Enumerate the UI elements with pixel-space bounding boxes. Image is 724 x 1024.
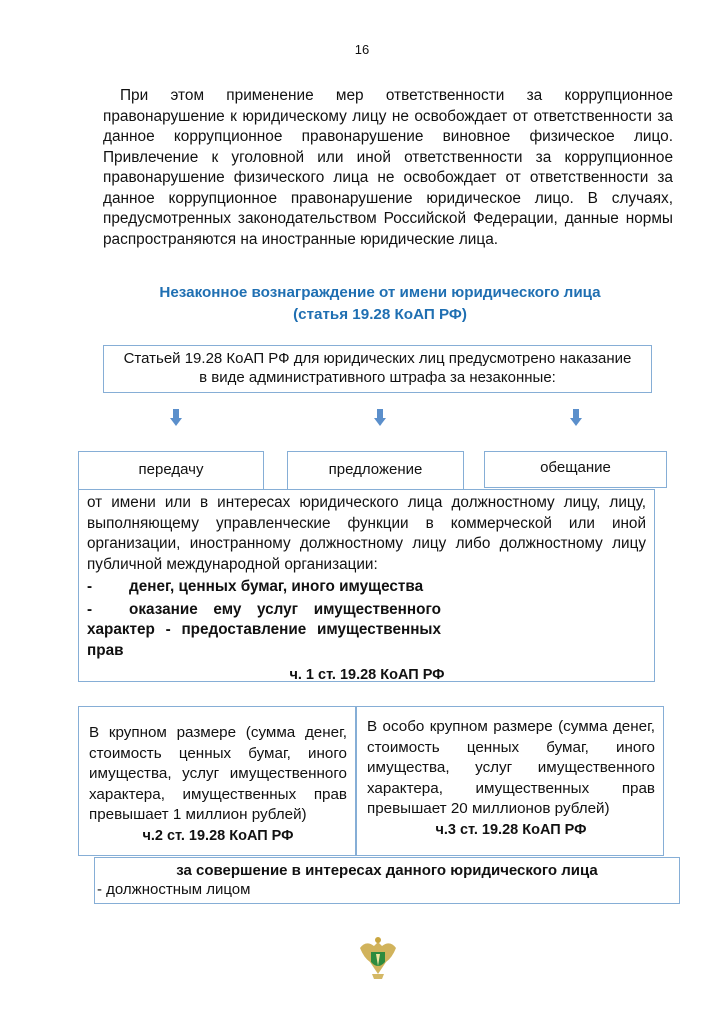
main-description: от имени или в интересах юридического лица должностному лицу, лицу, выполняющему управленческие функции в коммерческой или иной организации, иностранному должностному лицу либо должностному лицу публичной международной организации: bbox=[87, 494, 646, 573]
bottom-box bbox=[94, 857, 680, 904]
main-description-box bbox=[78, 489, 655, 682]
especially-large-size-box bbox=[356, 706, 664, 856]
especially-large-size-text: В особо крупном размере (сумма денег, стоимость ценных бумаг, иного имущества, услуг имущественного характера, имущественных прав превышает 20 миллионов рублей) bbox=[367, 718, 655, 817]
article-reference: ч.2 ст. 19.28 КоАП РФ bbox=[142, 827, 294, 844]
arrow-down-icon bbox=[570, 409, 582, 427]
section-title-line2: (статья 19.28 КоАП РФ) bbox=[293, 306, 467, 323]
bottom-item: - должностным лицом bbox=[97, 881, 251, 898]
kind-box-transfer: передачу bbox=[78, 451, 264, 490]
intro-box bbox=[103, 345, 652, 393]
body-paragraph: При этом применение мер ответственности за коррупционное правонарушение к юридическому лицу не освобождает от ответственности за данное коррупционное правонарушение виновное физическое лицо. Привлечение к уголовной или иной ответственности за коррупционное правонарушение физического лица не освобождает от ответственности за данное коррупционное правонарушение юридическое лицо. В случаях, предусмотренных законодательством Российской Федерации, данные нормы распространяются на иностранные юридические лица. bbox=[103, 87, 673, 248]
list-item: - оказание ему услуг имущественного характер - предоставление имущественных прав bbox=[87, 600, 441, 659]
page-number: 16 bbox=[354, 42, 370, 57]
arrow-down-icon bbox=[374, 409, 386, 427]
list-item: - денег, ценных бумаг, иного имущества bbox=[87, 578, 424, 595]
large-size-text: В крупном размере (сумма денег, стоимость ценных бумаг, иного имущества, услуг имущественного характера, имущественных прав превышает 1 миллион рублей) bbox=[89, 724, 347, 823]
intro-line1: Статьей 19.28 КоАП РФ для юридических лиц предусмотрено наказание bbox=[123, 350, 632, 367]
article-reference: ч.3 ст. 19.28 КоАП РФ bbox=[435, 821, 587, 838]
article-reference: ч. 1 ст. 19.28 КоАП РФ bbox=[289, 667, 445, 683]
section-title-line1: Незаконное вознаграждение от имени юридического лица bbox=[159, 284, 601, 301]
intro-line2: в виде административного штрафа за незаконные: bbox=[199, 369, 556, 386]
bottom-title: за совершение в интересах данного юридического лица bbox=[176, 862, 598, 879]
arrow-down-icon bbox=[170, 409, 182, 427]
prosecutor-emblem-icon bbox=[356, 934, 400, 982]
section-heading bbox=[80, 282, 680, 326]
kind-box-promise: обещание bbox=[484, 451, 667, 488]
large-size-box bbox=[78, 706, 356, 856]
kind-box-offer: предложение bbox=[287, 451, 464, 490]
